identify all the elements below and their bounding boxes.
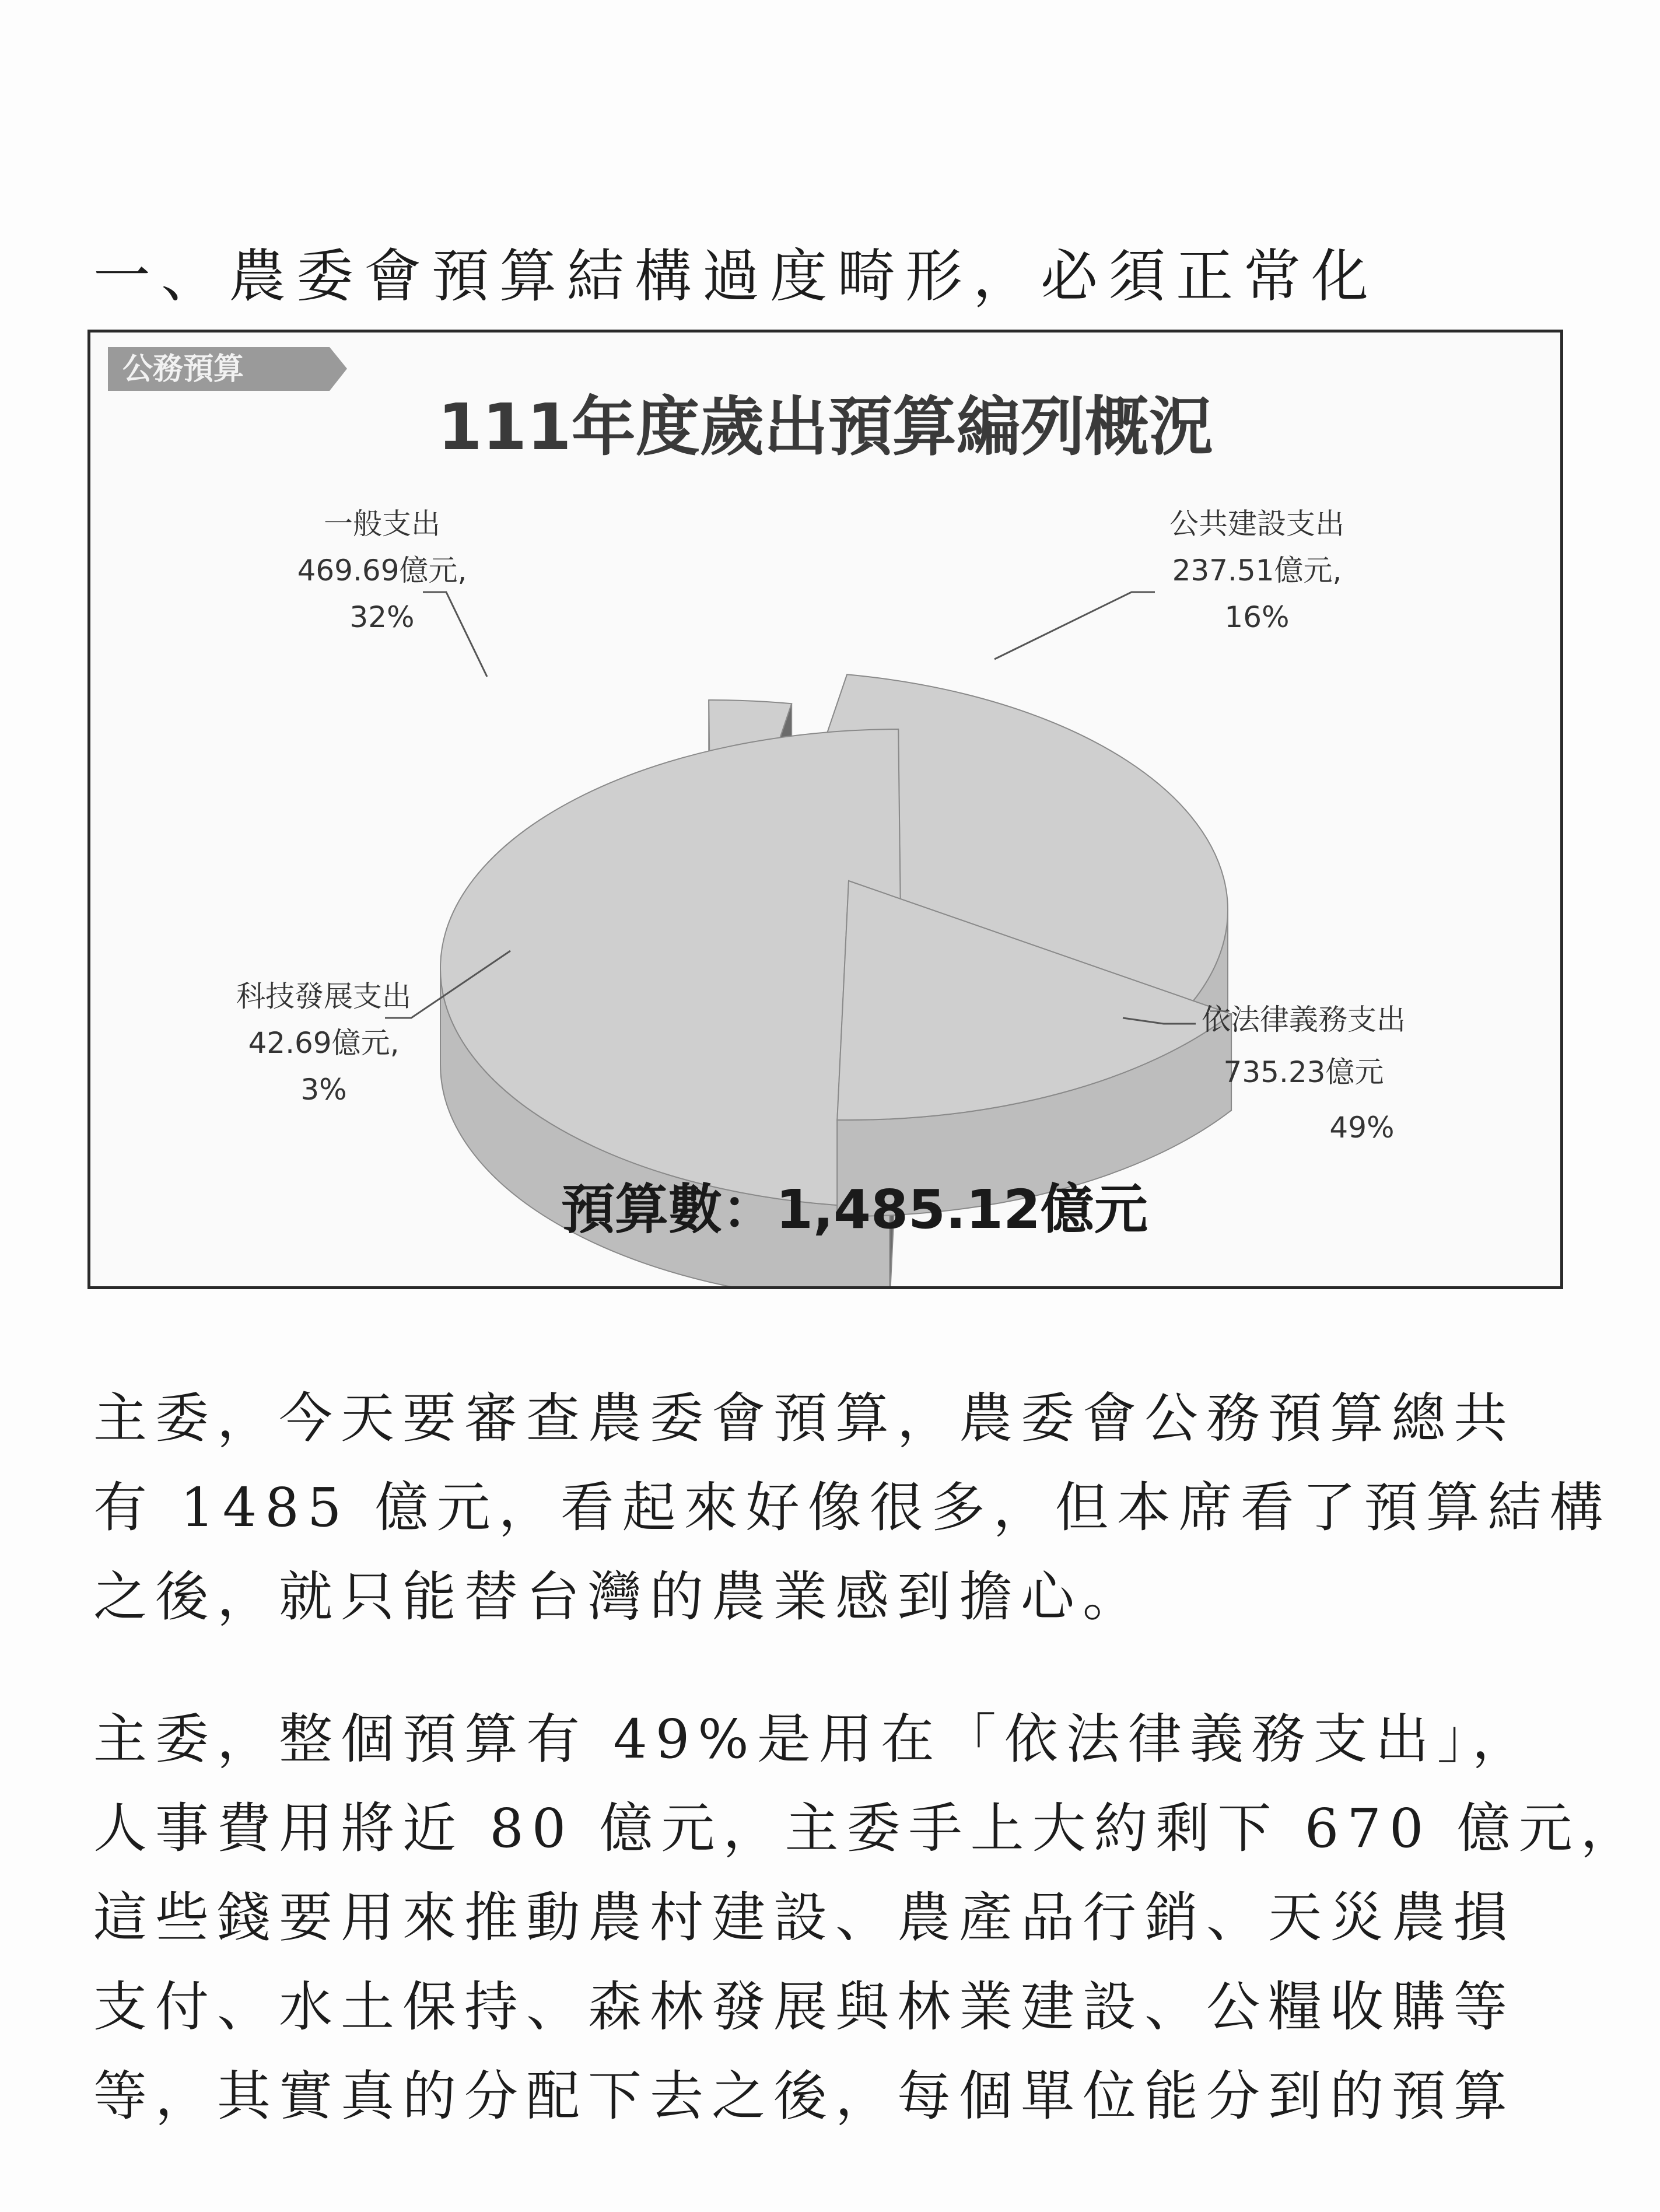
section-heading: 一、農委會預算結構過度畸形，必須正常化 bbox=[93, 243, 1379, 310]
paragraph-2-line-2: 人事費用將近 80 億元，主委手上大約剩下 670 億元， bbox=[93, 1797, 1643, 1860]
label-legal-value: 735.23億元 bbox=[1223, 1055, 1384, 1089]
label-public-percent: 16% bbox=[1224, 600, 1290, 634]
budget-total: 預算數：1,485.12億元 bbox=[561, 1178, 1148, 1241]
paragraph-2-line-1: 主委，整個預算有 49%是用在「依法律義務支出」， bbox=[93, 1708, 1534, 1770]
label-general-value: 469.69億元, bbox=[297, 554, 467, 587]
leader-line-public bbox=[994, 592, 1155, 659]
chart-title: 111年度歲出預算編列概況 bbox=[437, 390, 1213, 464]
paragraph-1-line-3: 之後，就只能替台灣的農業感到擔心。 bbox=[93, 1566, 1145, 1628]
paragraph-1 bbox=[93, 1374, 1612, 1642]
paragraph-2-line-5: 等，其實真的分配下去之後，每個單位能分到的預算 bbox=[93, 2065, 1516, 2127]
paragraph-1-line-2: 有 1485 億元，看起來好像很多，但本席看了預算結構 bbox=[93, 1476, 1612, 1539]
label-general-name: 一般支出 bbox=[324, 507, 440, 541]
pie-chart bbox=[90, 332, 1560, 1286]
tag-text: 公務預算 bbox=[122, 352, 244, 386]
label-public-value: 237.51億元, bbox=[1172, 554, 1342, 587]
budget-chart-figure bbox=[87, 330, 1563, 1289]
label-public-name: 公共建設支出 bbox=[1169, 507, 1344, 541]
paragraph-1-line-1: 主委，今天要審查農委會預算，農委會公務預算總共 bbox=[93, 1387, 1516, 1450]
label-tech-percent: 3% bbox=[300, 1073, 347, 1107]
label-tech-value: 42.69億元, bbox=[248, 1026, 400, 1060]
label-legal-percent: 49% bbox=[1329, 1111, 1395, 1144]
paragraph-2-line-4: 支付、水土保持、森林發展與林業建設、公糧收購等 bbox=[93, 1976, 1516, 2038]
leader-line-general bbox=[423, 592, 487, 677]
paragraph-2-line-3: 這些錢要用來推動農村建設、農產品行銷、天災農損 bbox=[93, 1887, 1516, 1949]
tag-arrow bbox=[330, 347, 347, 391]
paragraph-2 bbox=[93, 1695, 1643, 2141]
label-tech-name: 科技發展支出 bbox=[236, 979, 411, 1013]
label-legal-name: 依法律義務支出 bbox=[1202, 1003, 1406, 1037]
label-general-percent: 32% bbox=[349, 600, 415, 634]
